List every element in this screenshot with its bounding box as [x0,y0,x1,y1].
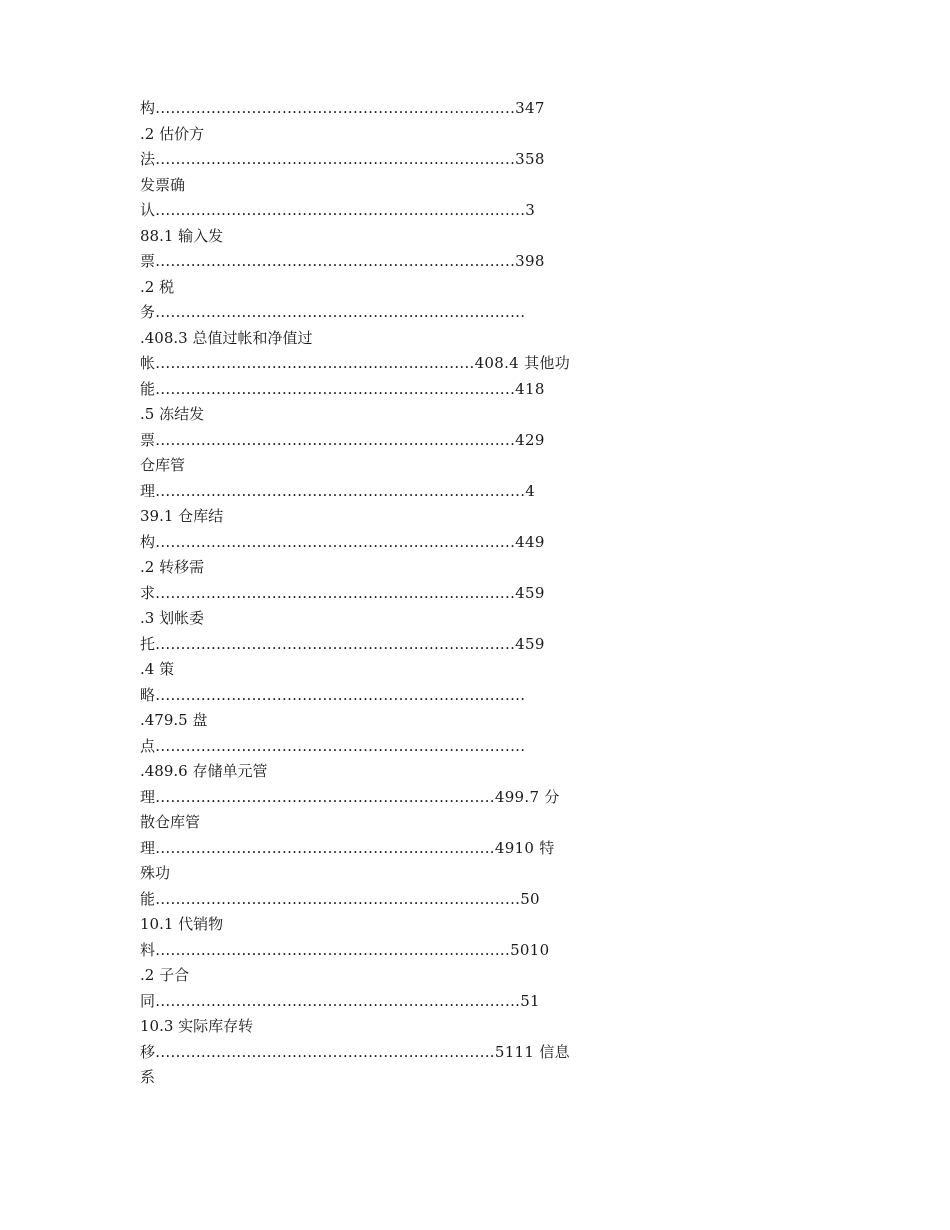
toc-line: 仓库管 [140,456,186,474]
toc-line: 88.1 输入发 [140,226,224,245]
toc-line: 帐...............................................................408.4 其他功 [140,354,570,372]
toc-line: .4 策 [140,660,175,678]
toc-line: 认.........................................................................3 [140,201,536,219]
toc-line: 移...................................................................5111 信息 [140,1042,570,1061]
toc-line: 托.......................................................................459 [140,634,545,653]
toc-line: .479.5 盘 [140,711,208,729]
toc-line: 理...................................................................4910 特 [140,838,555,857]
toc-line: .2 估价方 [140,124,205,143]
toc-line: .5 冻结发 [140,405,205,423]
toc-line: 构.......................................................................347 [140,99,545,117]
toc-line: .3 划帐委 [140,609,205,627]
toc-line: .2 税 [140,277,175,296]
toc-line: 殊功 [140,864,171,882]
toc-line: 10.3 实际库存转 [140,1017,254,1035]
toc-line: 同........................................................................51 [140,991,540,1010]
toc-line: .2 转移需 [140,558,205,576]
toc-line: 发票确 [140,175,186,194]
toc-line: 散仓库管 [140,813,201,831]
toc-line: 票.......................................................................429 [140,430,545,449]
toc-line: .408.3 总值过帐和净值过 [140,328,313,347]
toc-line: 务......................................................................... [140,303,526,321]
toc-line: 法.......................................................................358 [140,150,545,168]
toc-page [140,96,812,1091]
toc-line: 理...................................................................499.7 分 [140,787,560,806]
toc-line: 求.......................................................................459 [140,583,545,602]
toc-line: .489.6 存储单元管 [140,762,268,780]
toc-line: .2 子合 [140,966,190,984]
toc-line: 构.......................................................................449 [140,532,545,551]
toc-line: 10.1 代销物 [140,915,224,933]
toc-line: 略......................................................................... [140,685,526,704]
toc-line: 理.........................................................................4 [140,481,536,500]
toc-line: 点......................................................................... [140,736,526,755]
toc-line: 票.......................................................................398 [140,252,545,270]
toc-line: 能........................................................................50 [140,889,540,908]
toc-line: 料......................................................................5010 [140,940,550,959]
toc-line: 系 [140,1068,156,1086]
toc-line: 能.......................................................................418 [140,379,545,398]
toc-line: 39.1 仓库结 [140,507,224,525]
